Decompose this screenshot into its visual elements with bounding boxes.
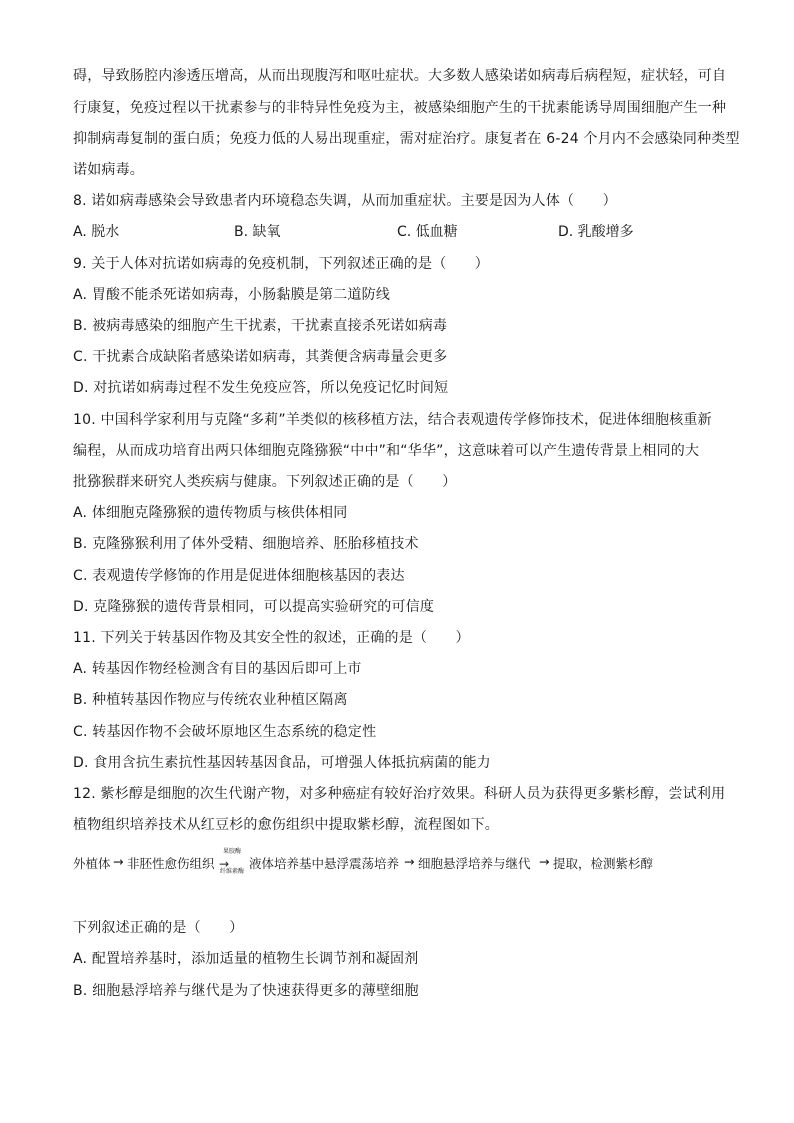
q12-option-b: B. 细胞悬浮培养与继代是为了快速获得更多的薄壁细胞 (73, 983, 419, 999)
q11-option-d: D. 食用含抗生素抗性基因转基因食品，可增强人体抵抗病菌的能力 (73, 755, 491, 771)
flow-arrow-icon: → (219, 857, 230, 871)
q11-option-b: B. 种植转基因作物应与传统农业种植区隔离 (73, 692, 348, 708)
flow-step-suspension: 细胞悬浮培养与继代 (418, 856, 531, 871)
flow-arrow-icon: → (539, 854, 550, 869)
q12-option-a: A. 配置培养基时，添加适量的植物生长调节剂和凝固剂 (73, 951, 419, 967)
q10-option-b: B. 克隆猕猴利用了体外受精、细胞培养、胚胎移植技术 (73, 536, 419, 552)
q8-stem: 8. 诺如病毒感染会导致患者内环境稳态失调，从而加重症状。主要是因为人体（ ） (73, 193, 617, 209)
q9-option-a: A. 胃酸不能杀死诺如病毒，小肠黏膜是第二道防线 (73, 287, 391, 303)
q10-option-d: D. 克隆猕猴的遗传背景相同，可以提高实验研究的可信度 (73, 599, 435, 615)
q12-flowchart (73, 848, 733, 878)
q12-stem-2: 下列叙述正确的是（ ） (73, 920, 244, 936)
q11-option-c: C. 转基因作物不会破坏原地区生态系统的稳定性 (73, 724, 377, 740)
flow-step-extract: 提取，检测紫杉醇 (553, 856, 654, 871)
q8-option-d: D. 乳酸增多 (558, 224, 634, 240)
q10-line-2: 编程，从而成功培育出两只体细胞克隆猕猴“中中”和“华华”，这意味着可以产生遗传背景上相同的大 (73, 443, 700, 459)
q12-line-2: 植物组织培养技术从红豆杉的愈伤组织中提取紫杉醇，流程图如下。 (73, 817, 499, 833)
flow-arrow-bottom-label: 纤维素酶 (219, 868, 244, 875)
q8-option-a: A. 脱水 (73, 224, 120, 240)
q10-option-a: A. 体细胞克隆猕猴的遗传物质与核供体相同 (73, 505, 348, 521)
q8-option-b: B. 缺氧 (234, 224, 281, 240)
flow-step-callus: 非胚性愈伤组织 (127, 856, 215, 871)
q11-option-a: A. 转基因作物经检测含有目的基因后即可上市 (73, 661, 362, 677)
intro-line-1: 碍，导致肠腔内渗透压增高，从而出现腹泻和呕吐症状。大多数人感染诺如病毒后病程短，症状轻，可自 (73, 68, 727, 84)
flow-step-explant: 外植体 (73, 856, 111, 871)
flow-enzyme-arrow (213, 848, 251, 878)
q9-option-b: B. 被病毒感染的细胞产生干扰素，干扰素直接杀死诺如病毒 (73, 318, 448, 334)
intro-line-2: 行康复，免疫过程以干扰素参与的非特异性免疫为主，被感染细胞产生的干扰素能诱导周围细胞产生一种 (73, 100, 727, 116)
flow-arrow-icon: → (404, 854, 415, 869)
q9-option-d: D. 对抗诺如病毒过程不发生免疫应答，所以免疫记忆时间短 (73, 380, 449, 396)
flow-arrow-icon: → (113, 854, 124, 869)
intro-line-3: 抑制病毒复制的蛋白质；免疫力低的人易出现重症，需对症治疗。康复者在 6-24 个月内不会感染同种类型 (73, 131, 740, 147)
flow-step-liquid-culture: 液体培养基中悬浮震荡培养 (249, 856, 400, 871)
q10-line-3: 批猕猴群来研究人类疾病与健康。下列叙述正确的是（ ） (73, 474, 457, 490)
q12-line-1: 12. 紫杉醇是细胞的次生代谢产物，对多种癌症有较好治疗效果。科研人员为获得更多紫杉醇，尝试利用 (73, 786, 726, 802)
q10-option-c: C. 表观遗传学修饰的作用是促进体细胞核基因的表达 (73, 568, 405, 584)
q10-line-1: 10. 中国科学家利用与克隆“多莉”羊类似的核移植方法，结合表观遗传学修饰技术，促进体细胞核重新 (73, 412, 712, 428)
q9-option-c: C. 干扰素合成缺陷者感染诺如病毒，其粪便含病毒量会更多 (73, 349, 448, 365)
flow-arrow-top-label: 果胶酶 (222, 848, 241, 855)
q11-stem: 11. 下列关于转基因作物及其安全性的叙述，正确的是（ ） (73, 630, 470, 646)
q9-stem: 9. 关于人体对抗诺如病毒的免疫机制，下列叙述正确的是（ ） (73, 256, 490, 272)
q8-option-c: C. 低血糖 (397, 224, 458, 240)
intro-line-4: 诺如病毒。 (73, 162, 144, 178)
